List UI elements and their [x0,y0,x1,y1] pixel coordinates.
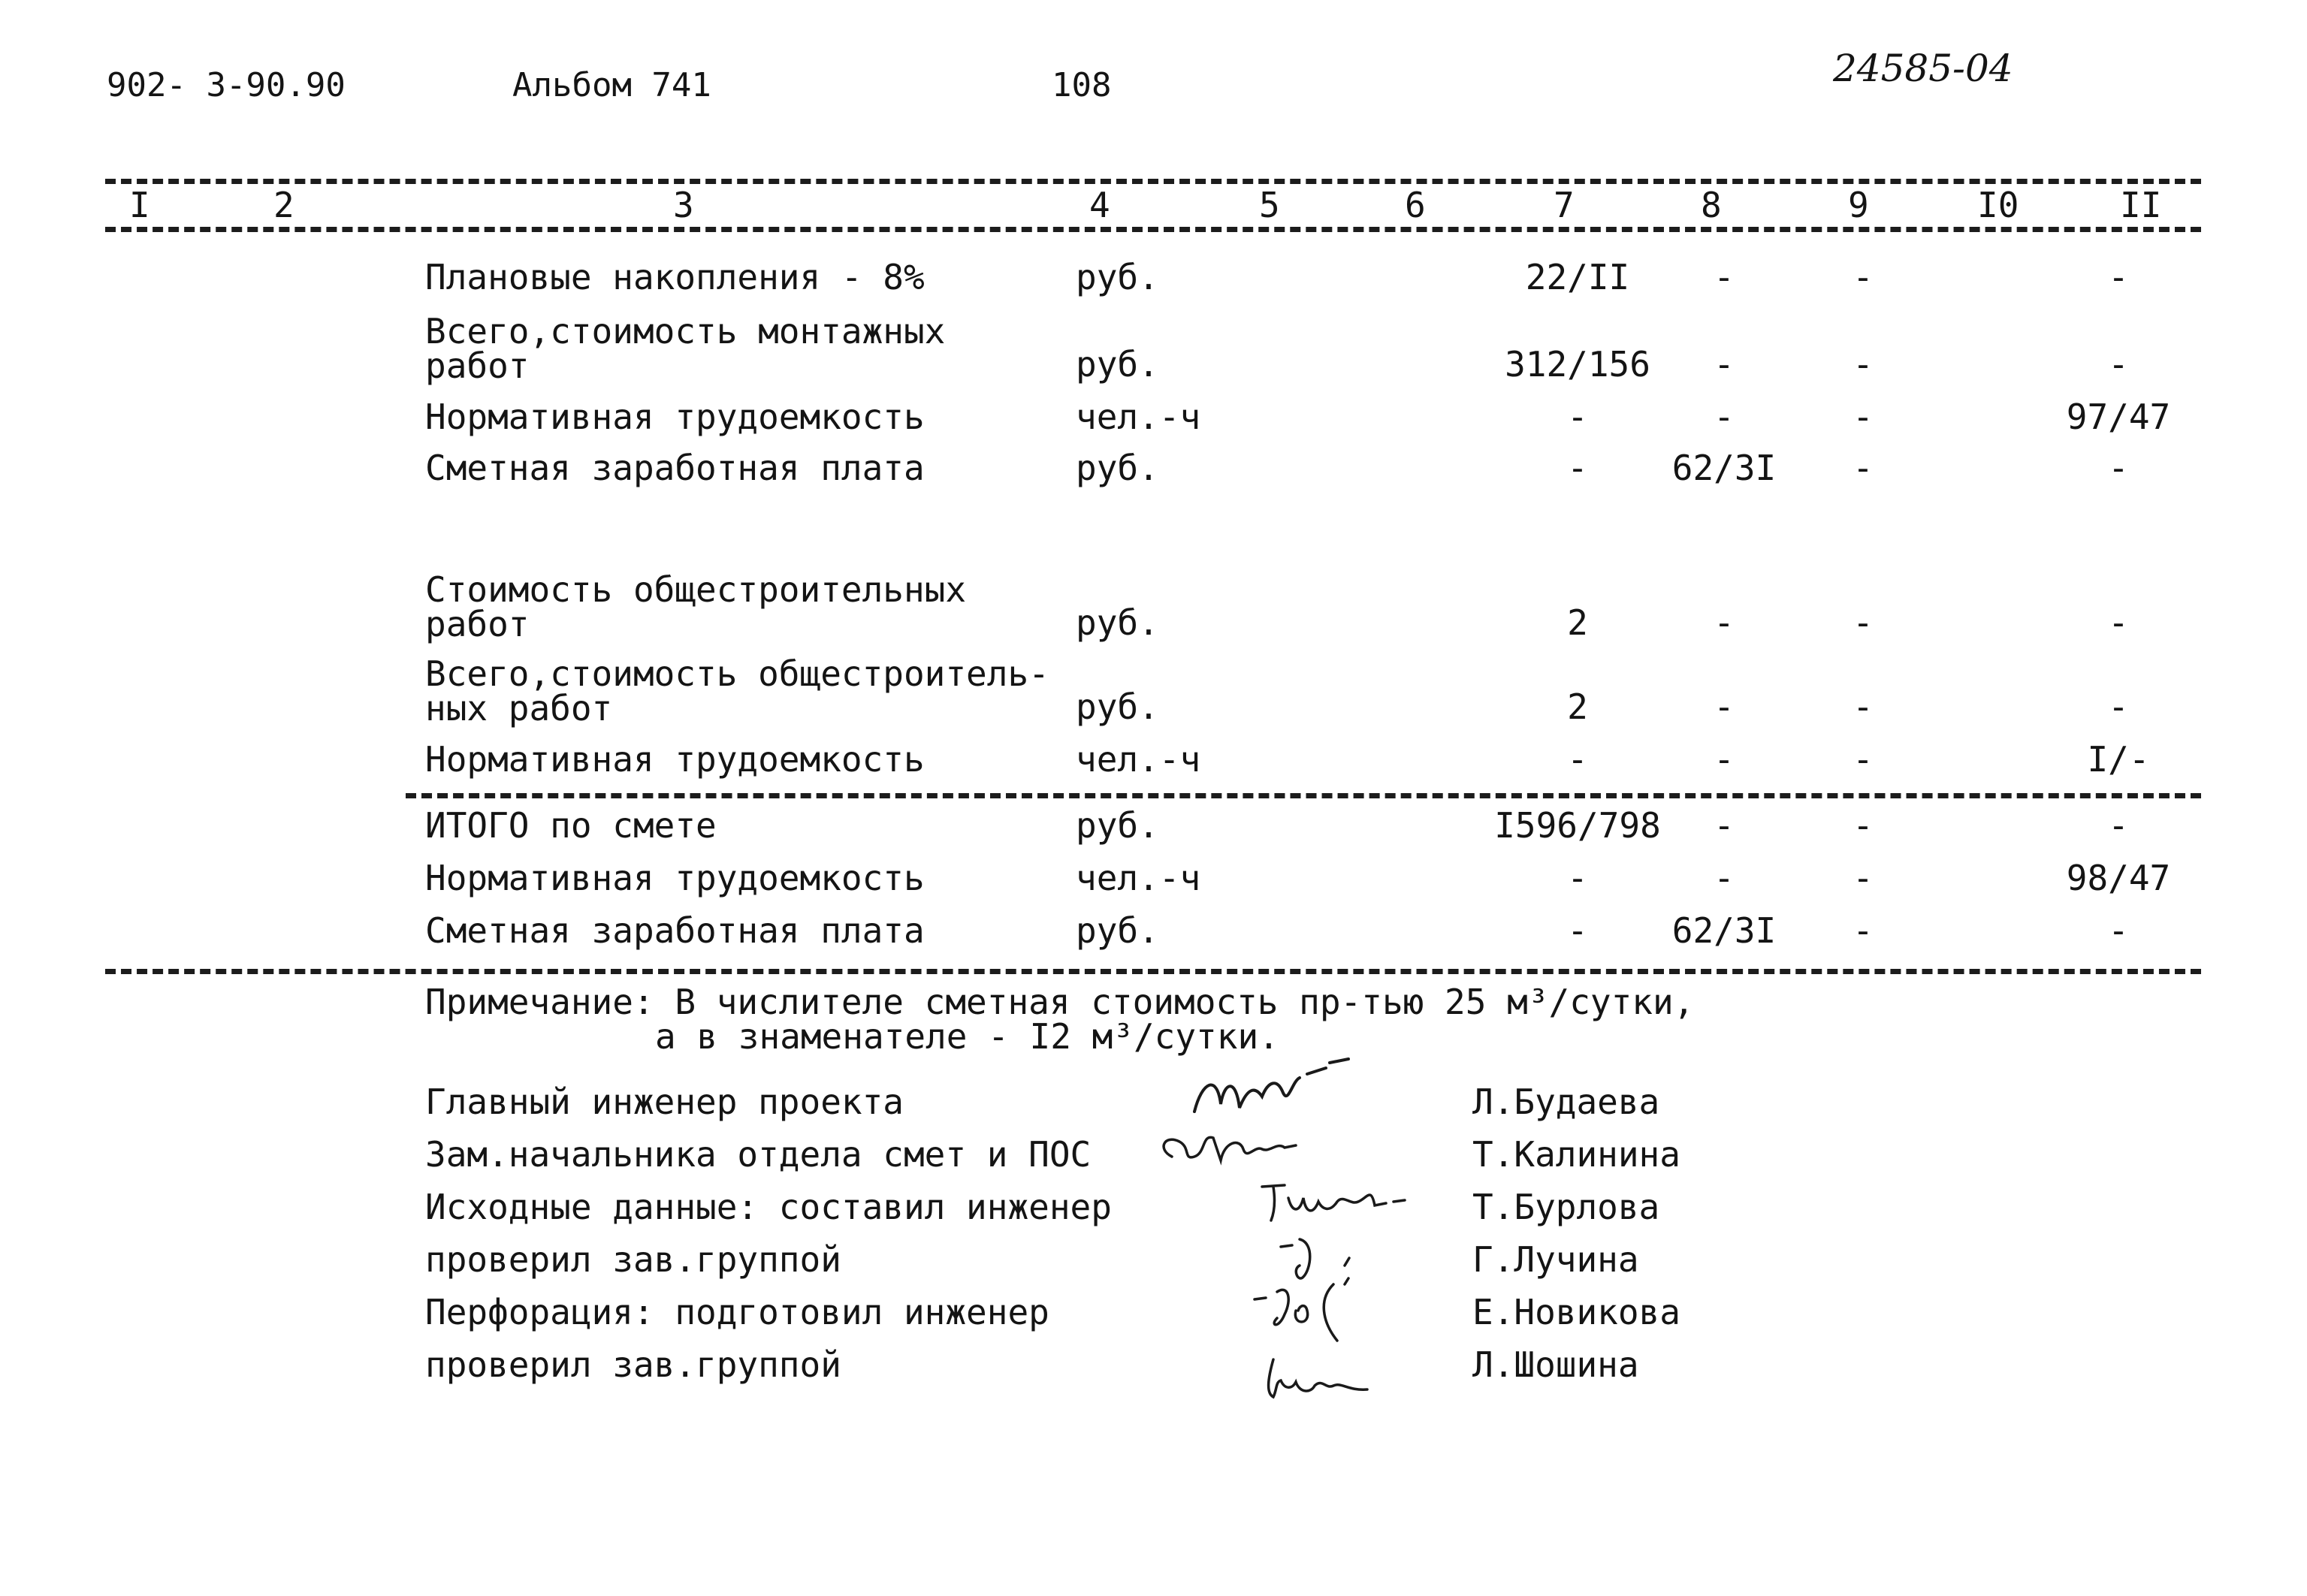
cell-col11: - [2108,686,2129,727]
row-label-line1: Всего,стоимость монтажных [425,311,946,351]
row-label: Сметная заработная плата [425,910,925,951]
row-label: Нормативная трудоемкость [425,858,925,898]
signature-name: Т.Калинина [1472,1134,1680,1175]
cell-col7: - [1567,448,1588,488]
cell-col11: 98/47 [2066,858,2171,898]
row-label: Плановые накопления - 8% [425,257,925,297]
cell-col9: - [1853,448,1874,488]
row-unit: руб. [1076,344,1159,385]
cell-col9: - [1853,739,1874,780]
table-row [0,653,2307,732]
row-unit: чел.-ч [1076,858,1201,898]
handwritten-signature [1149,1119,1345,1179]
signature-role: Исходные данные: составил инженер [425,1187,1112,1227]
col-header-8: 8 [1701,185,1722,225]
cell-col11: - [2108,448,2129,488]
stamp-number: 24585-04 [1833,47,2013,90]
table-row [0,397,2307,449]
row-unit: руб. [1076,805,1159,846]
row-label-line1: Всего,стоимость общестроитель- [425,653,1049,694]
row-label-line1: Стоимость общестроительных [425,569,967,610]
col-header-7: 7 [1554,185,1575,225]
cell-col11: I/- [2087,739,2150,780]
cell-col8: - [1714,344,1735,385]
table-row [0,739,2307,792]
page-number: 108 [1052,66,1112,104]
signature-role: Главный инженер проекта [425,1082,904,1122]
cell-col8: - [1714,686,1735,727]
table-row [0,858,2307,910]
row-unit: руб. [1076,257,1159,297]
cell-col11: - [2108,257,2129,297]
cell-col11: 97/47 [2066,397,2171,437]
row-label: Нормативная трудоемкость [425,739,925,780]
row-label-line2: работ [425,604,530,644]
signature-name: Г.Лучина [1472,1239,1639,1280]
table-bottom-rule [105,969,2201,974]
cell-col7: 2 [1567,602,1588,643]
cell-col11: - [2108,910,2129,951]
signature-role: проверил зав.группой [425,1239,841,1280]
note-line-1: Примечание: В числителе сметная стоимость пр-тью 25 м³/сутки, [425,982,1695,1022]
cell-col9: - [1853,805,1874,846]
cell-col7: 312/156 [1505,344,1650,385]
signature-role: Перфорация: подготовил инженер [425,1292,1049,1332]
table-row-total [0,805,2307,858]
row-unit: чел.-ч [1076,739,1201,780]
cell-col8: - [1714,602,1735,643]
album-label: Альбом 741 [512,66,711,104]
signature-name: Т.Бурлова [1472,1187,1660,1227]
col-header-5: 5 [1259,185,1280,225]
row-unit: руб. [1076,910,1159,951]
row-label-line2: работ [425,345,530,386]
table-row [0,910,2307,963]
cell-col9: - [1853,344,1874,385]
signature-name: Л.Шошина [1472,1344,1639,1385]
subtotal-rule [406,793,2201,798]
cell-col7: - [1567,739,1588,780]
row-label-line2: ных работ [425,688,613,729]
row-unit: руб. [1076,448,1159,488]
col-header-3: 3 [673,185,694,225]
col-header-2: 2 [273,185,294,225]
row-label: Нормативная трудоемкость [425,397,925,437]
note-line-2: а в знаменателе - I2 м³/сутки. [655,1016,1279,1057]
cell-col7: - [1567,858,1588,898]
cell-col8: 62/3I [1671,448,1777,488]
col-header-10: I0 [1977,185,2019,225]
cell-col7: 22/II [1525,257,1630,297]
document-code: 902- 3-90.90 [107,66,346,104]
cell-col7: - [1567,910,1588,951]
handwritten-signature [1255,1344,1405,1412]
row-label: Сметная заработная плата [425,448,925,488]
table-row [0,569,2307,647]
col-header-6: 6 [1405,185,1426,225]
table-top-rule [105,179,2201,184]
table-row [0,448,2307,500]
cell-col8: - [1714,858,1735,898]
handwritten-signature [1179,1051,1375,1127]
cell-col11: - [2108,344,2129,385]
cell-col9: - [1853,602,1874,643]
col-header-1: I [129,185,150,225]
cell-col8: - [1714,739,1735,780]
cell-col9: - [1853,257,1874,297]
cell-col7: I596/798 [1494,805,1661,846]
signature-role: Зам.начальника отдела смет и ПОС [425,1134,1092,1175]
cell-col7: - [1567,397,1588,437]
cell-col11: - [2108,805,2129,846]
table-row [0,311,2307,389]
row-unit: руб. [1076,686,1159,727]
col-header-9: 9 [1848,185,1869,225]
row-label: ИТОГО по смете [425,805,717,846]
col-header-4: 4 [1089,185,1110,225]
row-unit: руб. [1076,602,1159,643]
cell-col8: 62/3I [1671,910,1777,951]
cell-col8: - [1714,257,1735,297]
cell-col11: - [2108,602,2129,643]
cell-col9: - [1853,858,1874,898]
signature-role: проверил зав.группой [425,1344,841,1385]
handwritten-signature [1255,1172,1450,1232]
cell-col9: - [1853,686,1874,727]
row-unit: чел.-ч [1076,397,1201,437]
cell-col8: - [1714,397,1735,437]
cell-col8: - [1714,805,1735,846]
cell-col9: - [1853,910,1874,951]
table-row [0,257,2307,309]
signature-name: Л.Будаева [1472,1082,1660,1122]
cell-col9: - [1853,397,1874,437]
signature-name: Е.Новикова [1472,1292,1680,1332]
col-header-11: II [2120,185,2162,225]
cell-col7: 2 [1567,686,1588,727]
header-bottom-rule [105,227,2201,232]
